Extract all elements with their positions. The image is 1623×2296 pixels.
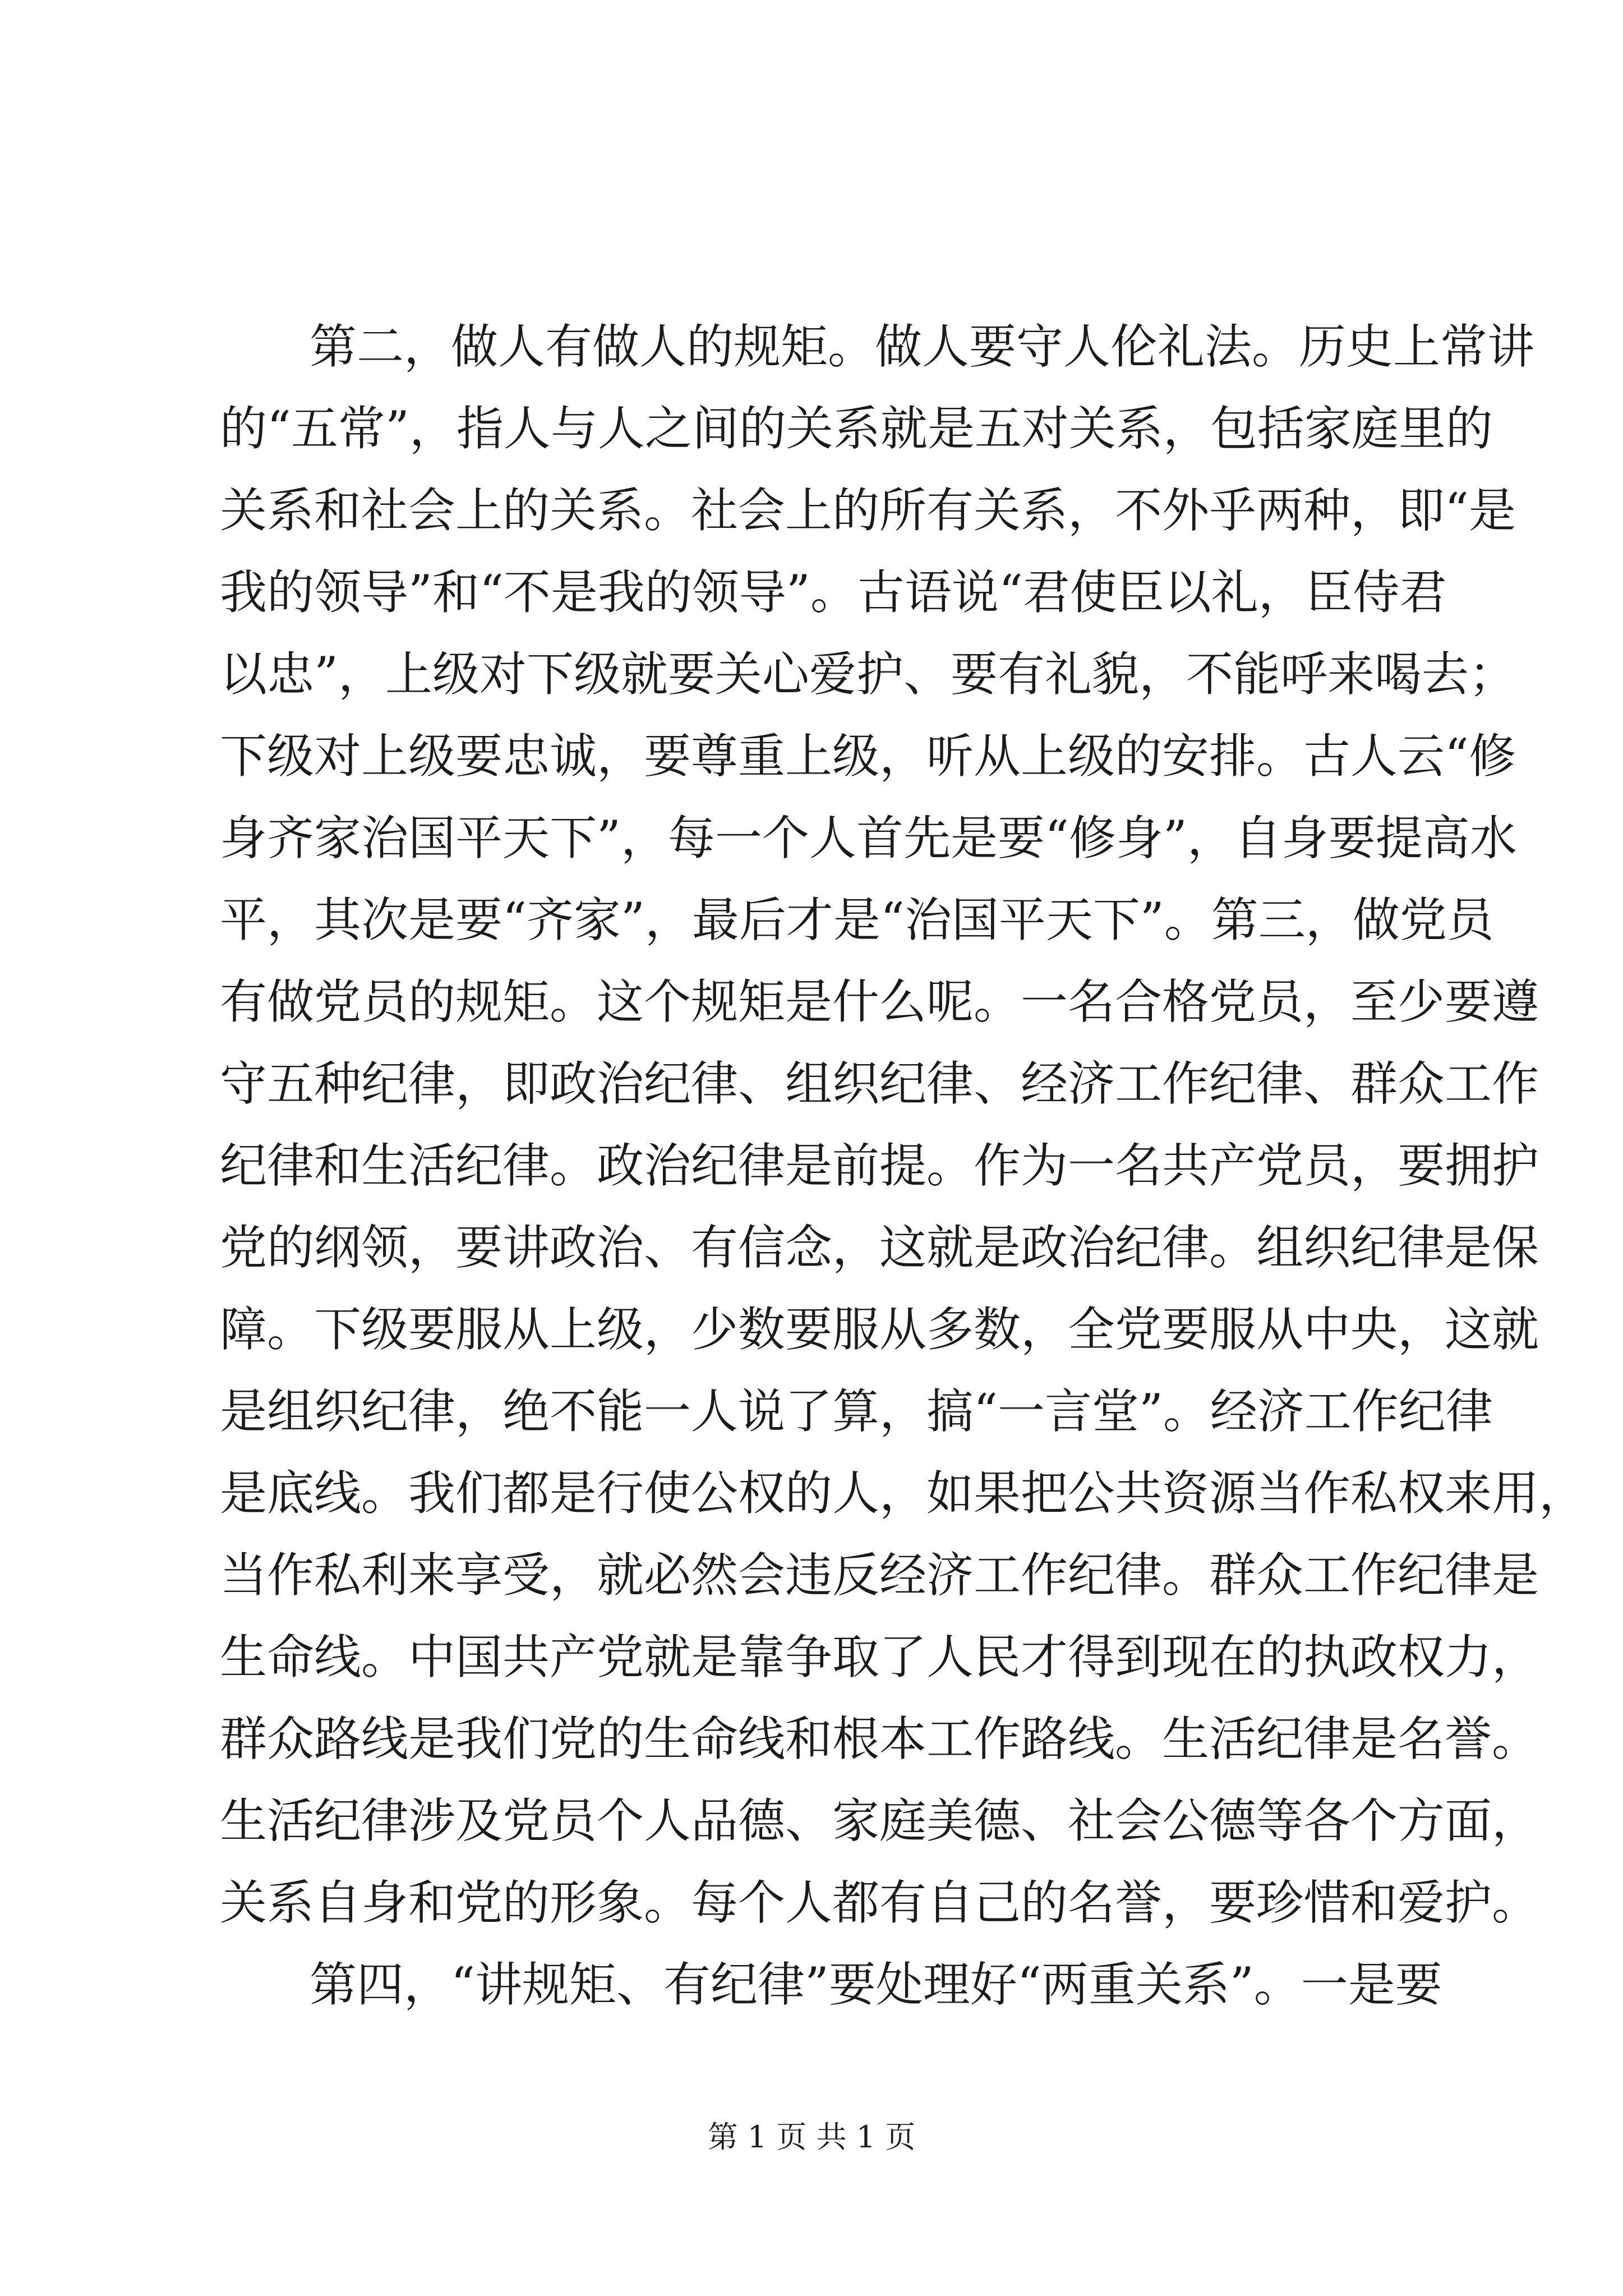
text-line: 我的领导”和“不是我的领导”。古语说“君使臣以礼，臣侍君 [220, 565, 1447, 620]
text-line: 关系和社会上的关系。社会上的所有关系，不外乎两种，即“是 [220, 483, 1516, 538]
text-line: 障。下级要服从上级，少数要服从多数，全党要服从中央，这就 [220, 1302, 1539, 1357]
text-line: 生活纪律涉及党员个人品德、家庭美德、社会公德等各个方面， [220, 1793, 1539, 1848]
text-line: 当作私利来享受，就必然会违反经济工作纪律。群众工作纪律是 [220, 1548, 1539, 1603]
text-line: 平，其次是要“齐家”，最后才是“治国平天下”。第三，做党员 [220, 892, 1494, 947]
text-line: 生命线。中国共产党就是靠争取了人民才得到现在的执政权力， [220, 1630, 1539, 1685]
text-line: 群众路线是我们党的生命线和根本工作路线。生活纪律是名誉。 [220, 1711, 1539, 1766]
page-number: 第 1 页 共 1 页 [707, 2119, 916, 2155]
text-line: 第四，“讲规矩、有纪律”要处理好“两重关系”。一是要 [310, 1957, 1442, 2012]
text-line: 以忠”，上级对下级就要关心爱护、要有礼貌，不能呼来喝去； [220, 647, 1516, 702]
text-line: 身齐家治国平天下”，每一个人首先是要“修身”，自身要提高水 [220, 811, 1517, 866]
text-line: 守五种纪律，即政治纪律、组织纪律、经济工作纪律、群众工作 [220, 1056, 1539, 1111]
text-line: 下级对上级要忠诚，要尊重上级，听从上级的安排。古人云“修 [220, 729, 1516, 784]
text-line: 党的纲领，要讲政治、有信念，这就是政治纪律。组织纪律是保 [220, 1220, 1539, 1275]
text-line: 是底线。我们都是行使公权的人，如果把公共资源当作私权来用， [220, 1466, 1587, 1521]
text-line: 纪律和生活纪律。政治纪律是前提。作为一名共产党员，要拥护 [220, 1138, 1539, 1193]
text-line: 的“五常”，指人与人之间的关系就是五对关系，包括家庭里的 [220, 401, 1493, 456]
text-line: 关系自身和党的形象。每个人都有自己的名誉，要珍惜和爱护。 [220, 1875, 1539, 1930]
text-line: 是组织纪律，绝不能一人说了算，搞“一言堂”。经济工作纪律 [220, 1384, 1493, 1439]
text-line: 第二，做人有做人的规矩。做人要守人伦礼法。历史上常讲 [310, 319, 1535, 374]
page-footer [0, 2118, 1623, 2157]
body-text [220, 306, 1587, 2026]
text-line: 有做党员的规矩。这个规矩是什么呢。一名合格党员，至少要遵 [220, 974, 1539, 1029]
